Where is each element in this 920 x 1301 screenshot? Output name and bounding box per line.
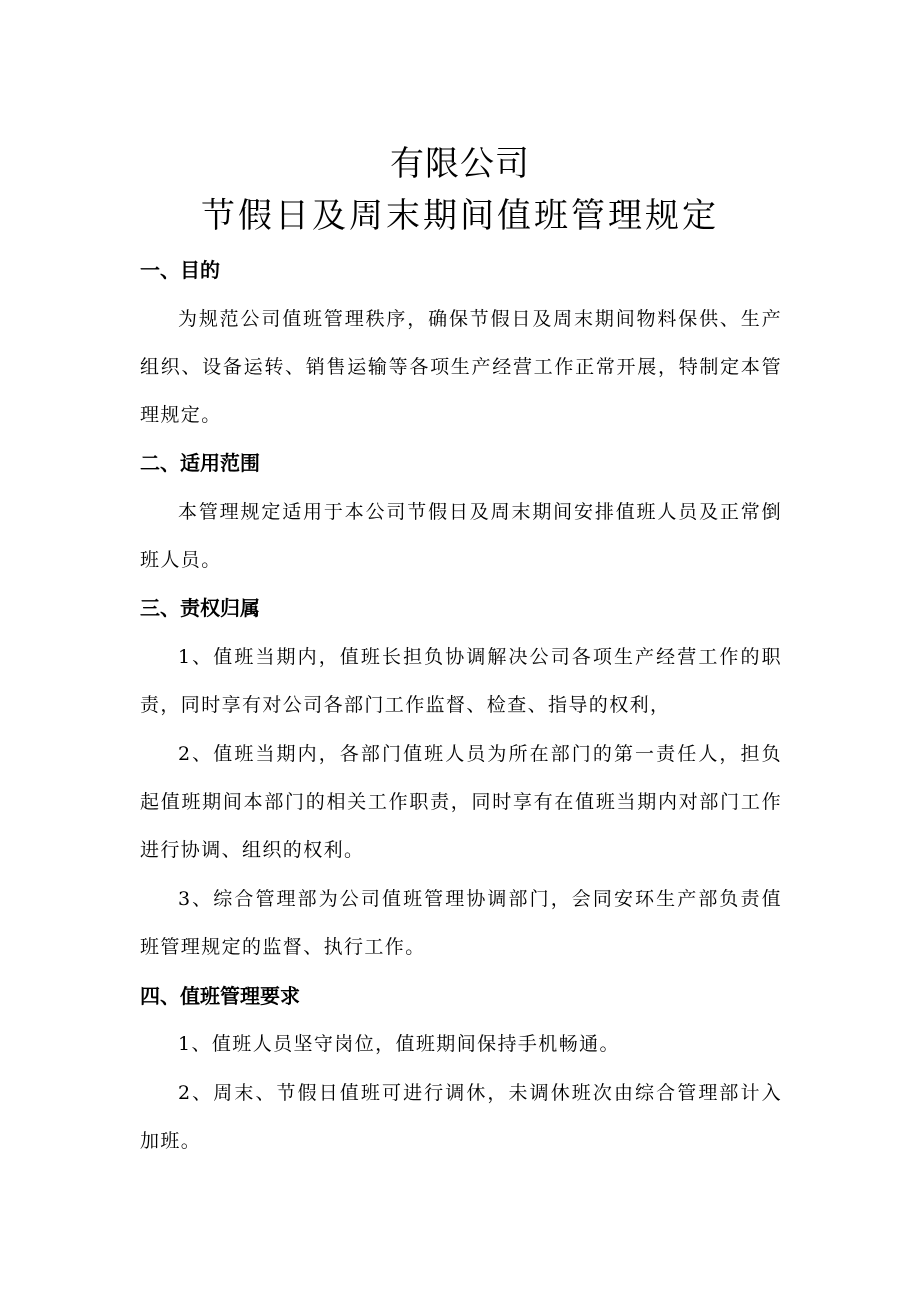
document-title-regulation: 节假日及周末期间值班管理规定: [201, 196, 719, 236]
section-paragraph-scope: 本管理规定适用于本公司节假日及周末期间安排值班人员及正常倒班人员。: [140, 501, 782, 571]
section-heading-responsibilities: 三、责权归属: [140, 596, 260, 620]
section-paragraph-requirement-1: 1、值班人员坚守岗位，值班期间保持手机畅通。: [178, 1033, 620, 1055]
section-paragraph-responsibility-2: 2、值班当期内，各部门值班人员为所在部门的第一责任人，担负起值班期间本部门的相关工作职责，同时享有在值班当期内对部门工作进行协调、组织的权利。: [140, 743, 782, 861]
section-paragraph-requirement-2: 2、周末、节假日值班可进行调休，未调休班次由综合管理部计入加班。: [140, 1082, 782, 1152]
section-heading-scope: 二、适用范围: [140, 451, 260, 475]
section-paragraph-responsibility-3: 3、综合管理部为公司值班管理协调部门，会同安环生产部负责值班管理规定的监督、执行工作。: [140, 888, 782, 958]
document-title-company: 有限公司: [390, 144, 530, 184]
section-heading-purpose: 一、目的: [140, 258, 220, 282]
section-heading-duty-requirements: 四、值班管理要求: [140, 984, 300, 1008]
section-paragraph-responsibility-1: 1、值班当期内，值班长担负协调解决公司各项生产经营工作的职责，同时享有对公司各部门工作监督、检查、指导的权利，: [140, 646, 782, 716]
section-paragraph-purpose: 为规范公司值班管理秩序，确保节假日及周末期间物料保供、生产组织、设备运转、销售运输等各项生产经营工作正常开展，特制定本管理规定。: [140, 308, 782, 426]
